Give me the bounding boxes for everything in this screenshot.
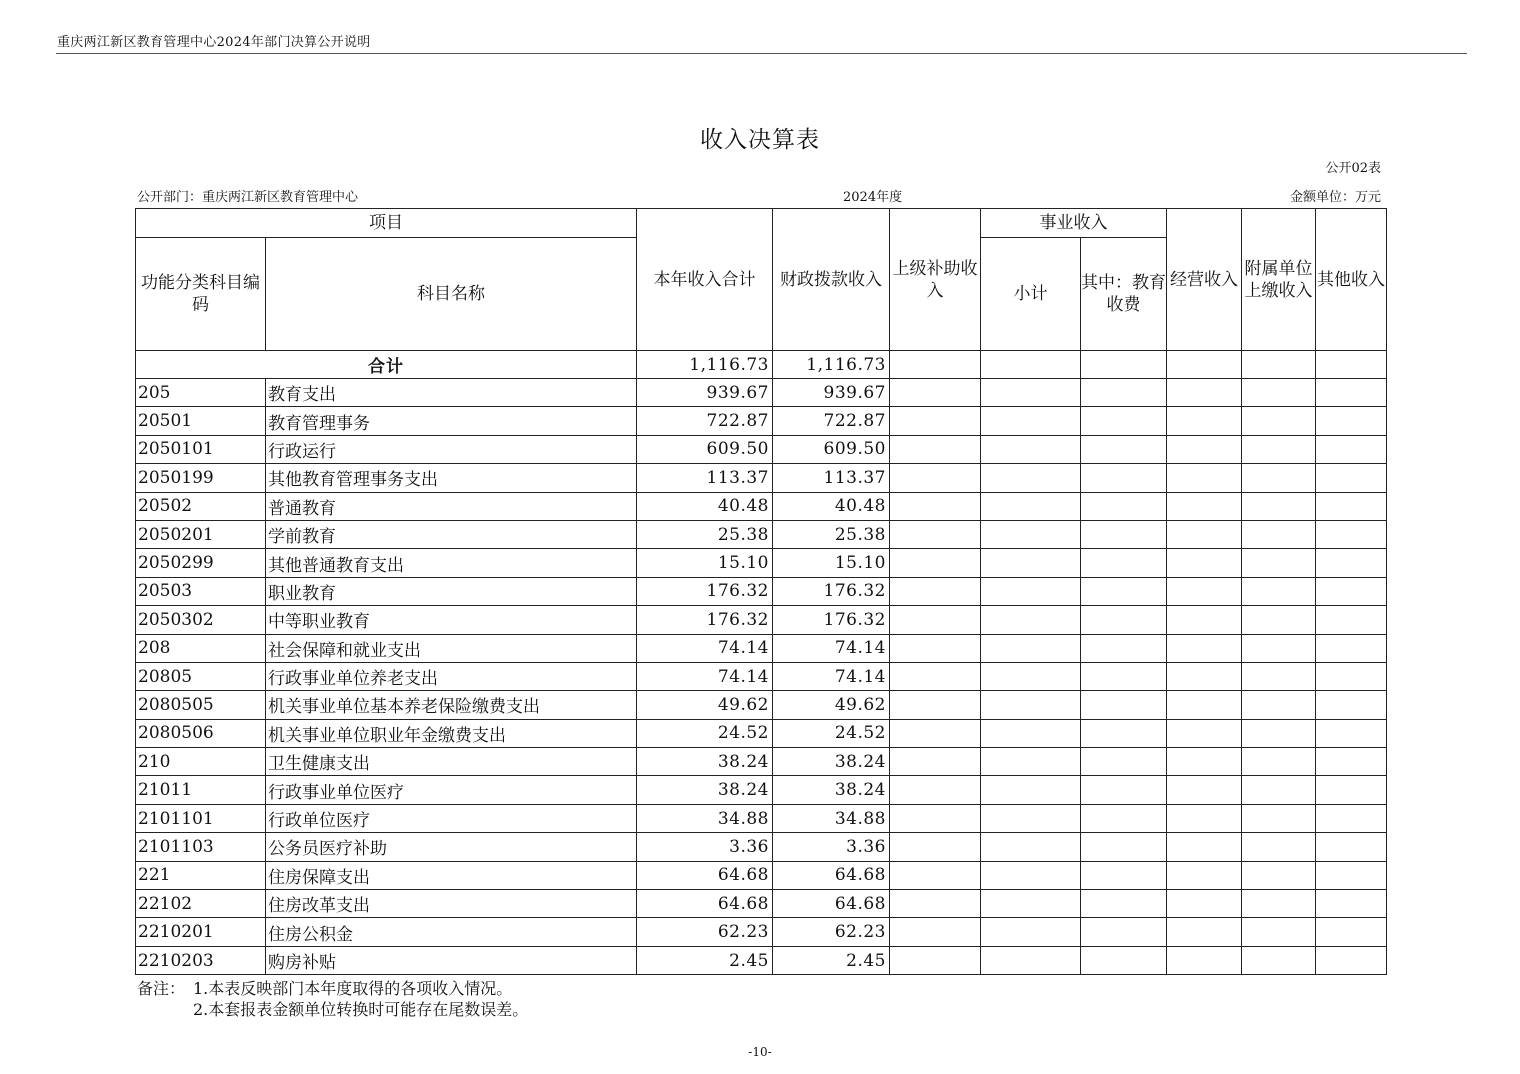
empty-cell [890,435,981,463]
empty-cell [1316,890,1387,918]
header-total-income: 本年收入合计 [637,209,773,351]
empty-cell [890,379,981,407]
empty-cell [1081,577,1167,605]
year-label: 2024年度 [843,190,903,205]
empty-cell [1242,520,1316,548]
empty-cell [890,606,981,634]
empty-cell [1316,748,1387,776]
empty-cell [981,918,1081,946]
header-operating-income: 经营收入 [1167,209,1242,351]
empty-cell [1242,804,1316,832]
empty-cell [981,662,1081,690]
subject-name: 其他教育管理事务支出 [266,464,637,492]
total-income-value: 64.68 [637,890,773,918]
table-row [136,549,1387,577]
department-label: 公开部门：重庆两江新区教育管理中心 [137,190,359,205]
empty-cell [1081,634,1167,662]
empty-cell [981,833,1081,861]
subject-code: 2080505 [136,691,266,719]
subject-code: 20805 [136,662,266,690]
unit-label: 金额单位：万元 [1289,190,1381,205]
total-income-value: 176.32 [637,577,773,605]
empty-cell [1167,719,1242,747]
total-income-value: 176.32 [637,606,773,634]
subject-name: 教育支出 [266,379,637,407]
empty-cell [1242,407,1316,435]
subject-name: 教育管理事务 [266,407,637,435]
total-income-value: 2.45 [637,946,773,974]
table-row [136,492,1387,520]
table-row [136,464,1387,492]
empty-cell [1242,606,1316,634]
empty-cell [1316,549,1387,577]
empty-cell [1081,833,1167,861]
table-row [136,379,1387,407]
empty-cell [981,890,1081,918]
empty-cell [1316,946,1387,974]
empty-cell [890,918,981,946]
subject-code: 2210203 [136,946,266,974]
empty-cell [890,719,981,747]
empty-cell [890,691,981,719]
table-row [136,804,1387,832]
empty-cell [981,577,1081,605]
total-income-value: 609.50 [637,435,773,463]
empty-cell [1316,379,1387,407]
total-income-value: 74.14 [637,634,773,662]
subject-name: 行政事业单位医疗 [266,776,637,804]
subject-code: 208 [136,634,266,662]
empty-cell [890,890,981,918]
empty-cell [1081,492,1167,520]
subject-code: 20502 [136,492,266,520]
empty-cell [981,719,1081,747]
empty-cell [890,748,981,776]
table-row [136,946,1387,974]
fiscal-allocation-value: 176.32 [773,606,890,634]
table-row [136,748,1387,776]
empty-cell [1081,719,1167,747]
empty-cell [1242,833,1316,861]
empty-cell [981,549,1081,577]
empty-cell [890,577,981,605]
table-row [136,634,1387,662]
table-row [136,861,1387,889]
total-income-value: 24.52 [637,719,773,747]
empty-cell [1242,379,1316,407]
fiscal-allocation-value: 38.24 [773,748,890,776]
subject-name: 行政事业单位养老支出 [266,662,637,690]
empty-cell [1167,634,1242,662]
total-income-value: 113.37 [637,464,773,492]
fiscal-allocation-value: 3.36 [773,833,890,861]
empty-cell [1167,435,1242,463]
empty-cell [890,833,981,861]
empty-cell [1316,691,1387,719]
empty-cell [981,464,1081,492]
subject-name: 机关事业单位基本养老保险缴费支出 [266,691,637,719]
fiscal-allocation-value: 38.24 [773,776,890,804]
total-income-value: 15.10 [637,549,773,577]
empty-cell [1242,748,1316,776]
empty-cell [1316,662,1387,690]
empty-cell [1167,606,1242,634]
document-header: 重庆两江新区教育管理中心2024年部门决算公开说明 [57,35,371,50]
subject-code: 2050201 [136,520,266,548]
header-superior-subsidy: 上级补助收入 [890,209,981,351]
fiscal-allocation-value: 74.14 [773,634,890,662]
empty-cell [1167,776,1242,804]
header-divider [56,53,1467,54]
subject-name: 中等职业教育 [266,606,637,634]
empty-cell [1316,634,1387,662]
empty-cell [890,662,981,690]
notes-label: 备注： [137,979,186,998]
total-income-value: 34.88 [637,804,773,832]
empty-cell [1167,691,1242,719]
empty-cell [981,946,1081,974]
subject-code: 2210201 [136,918,266,946]
empty-cell [981,691,1081,719]
table-row [136,662,1387,690]
subject-name: 职业教育 [266,577,637,605]
subject-code: 221 [136,861,266,889]
empty-cell [1316,577,1387,605]
empty-cell [890,520,981,548]
total-income-value: 25.38 [637,520,773,548]
empty-cell [981,407,1081,435]
empty-cell [1167,861,1242,889]
fiscal-allocation-value: 74.14 [773,662,890,690]
empty-cell [1081,606,1167,634]
subject-code: 21011 [136,776,266,804]
empty-cell [890,861,981,889]
empty-cell [1316,492,1387,520]
empty-cell [1316,435,1387,463]
empty-cell [981,492,1081,520]
empty-cell [1242,861,1316,889]
empty-cell [1081,890,1167,918]
header-subject-name: 科目名称 [266,238,637,351]
total-label: 合计 [136,351,637,379]
empty-cell [981,634,1081,662]
empty-cell [1081,804,1167,832]
fiscal-allocation-value: 609.50 [773,435,890,463]
fiscal-allocation-value: 176.32 [773,577,890,605]
table-row [136,577,1387,605]
empty-cell [1242,492,1316,520]
fiscal-allocation-value: 2.45 [773,946,890,974]
empty-cell [1242,577,1316,605]
empty-cell [1081,918,1167,946]
empty-cell [1081,946,1167,974]
empty-cell [1081,861,1167,889]
table-row [136,918,1387,946]
subject-code: 20501 [136,407,266,435]
header-fiscal-allocation: 财政拨款收入 [773,209,890,351]
subject-name: 社会保障和就业支出 [266,634,637,662]
income-table [135,208,1387,975]
header-business-income: 事业收入 [981,209,1167,238]
total-income-value: 939.67 [637,379,773,407]
fiscal-allocation-value: 24.52 [773,719,890,747]
fiscal-allocation-value: 722.87 [773,407,890,435]
fiscal-allocation-value: 25.38 [773,520,890,548]
empty-cell [1081,379,1167,407]
subject-code: 2050199 [136,464,266,492]
empty-cell [1242,464,1316,492]
empty-cell [1316,776,1387,804]
header-education-fee: 其中：教育收费 [1081,238,1167,351]
empty-cell [981,520,1081,548]
table-row [136,606,1387,634]
fiscal-allocation-value: 64.68 [773,861,890,889]
empty-cell [890,634,981,662]
fiscal-allocation-value: 939.67 [773,379,890,407]
empty-cell [890,407,981,435]
header-function-code: 功能分类科目编码 [136,238,266,351]
empty-cell [890,464,981,492]
empty-cell [1242,776,1316,804]
empty-cell [1316,918,1387,946]
empty-cell [1081,407,1167,435]
subject-name: 学前教育 [266,520,637,548]
empty-cell [981,776,1081,804]
empty-cell [1167,946,1242,974]
empty-cell [1167,748,1242,776]
page-number: -10- [748,1045,772,1059]
empty-cell [1167,520,1242,548]
subject-code: 2101103 [136,833,266,861]
table-row [136,833,1387,861]
empty-cell [890,492,981,520]
table-row [136,520,1387,548]
empty-cell [981,861,1081,889]
empty-cell [981,748,1081,776]
empty-cell [1081,662,1167,690]
empty-cell [1167,804,1242,832]
empty-cell [1167,492,1242,520]
empty-cell [890,549,981,577]
subject-code: 2050302 [136,606,266,634]
empty-cell [1316,719,1387,747]
total-income-value: 64.68 [637,861,773,889]
total-income-value: 722.87 [637,407,773,435]
empty-cell [890,776,981,804]
header-item: 项目 [136,209,637,238]
empty-cell [1081,464,1167,492]
empty-cell [981,606,1081,634]
fiscal-allocation-value: 40.48 [773,492,890,520]
empty-cell [1242,634,1316,662]
total-income-value: 40.48 [637,492,773,520]
subject-name: 行政运行 [266,435,637,463]
fiscal-allocation-value: 15.10 [773,549,890,577]
empty-cell [1081,520,1167,548]
empty-cell [1167,833,1242,861]
total-income-value: 3.36 [637,833,773,861]
header-subtotal: 小计 [981,238,1081,351]
empty-cell [890,946,981,974]
empty-cell [1167,662,1242,690]
fiscal-allocation-value: 62.23 [773,918,890,946]
total-income-value: 1,116.73 [637,351,773,379]
subject-code: 2080506 [136,719,266,747]
subject-name: 机关事业单位职业年金缴费支出 [266,719,637,747]
subject-name: 住房改革支出 [266,890,637,918]
total-row [136,351,1387,379]
total-income-value: 74.14 [637,662,773,690]
empty-cell [1167,577,1242,605]
table-row [136,435,1387,463]
subject-name: 住房公积金 [266,918,637,946]
table-row [136,776,1387,804]
empty-cell [1242,691,1316,719]
empty-cell [1167,407,1242,435]
empty-cell [1081,748,1167,776]
subject-name: 住房保障支出 [266,861,637,889]
empty-cell [981,804,1081,832]
empty-cell [1242,435,1316,463]
empty-cell [1242,662,1316,690]
empty-cell [1167,918,1242,946]
empty-cell [1316,464,1387,492]
subject-code: 2101101 [136,804,266,832]
empty-cell [1242,549,1316,577]
header-affiliated-income: 附属单位上缴收入 [1242,209,1316,351]
fiscal-allocation-value: 49.62 [773,691,890,719]
empty-cell [1167,890,1242,918]
subject-code: 205 [136,379,266,407]
subject-name: 普通教育 [266,492,637,520]
empty-cell [1316,606,1387,634]
empty-cell [890,804,981,832]
empty-cell [1242,890,1316,918]
note-2: 2.本套报表金额单位转换时可能存在尾数误差。 [193,1000,529,1019]
empty-cell [1242,918,1316,946]
subject-name: 行政单位医疗 [266,804,637,832]
empty-cell [981,435,1081,463]
table-code: 公开02表 [1325,161,1381,176]
table-title: 收入决算表 [700,127,820,153]
empty-cell [1242,719,1316,747]
total-income-value: 38.24 [637,776,773,804]
subject-name: 其他普通教育支出 [266,549,637,577]
subject-name: 购房补贴 [266,946,637,974]
subject-code: 210 [136,748,266,776]
fiscal-allocation-value: 113.37 [773,464,890,492]
total-income-value: 49.62 [637,691,773,719]
subject-name: 卫生健康支出 [266,748,637,776]
empty-cell [1167,464,1242,492]
empty-cell [1316,407,1387,435]
header-other-income: 其他收入 [1316,209,1387,351]
empty-cell [1316,861,1387,889]
fiscal-allocation-value: 64.68 [773,890,890,918]
empty-cell [1081,691,1167,719]
subject-code: 2050299 [136,549,266,577]
empty-cell [981,379,1081,407]
empty-cell [1081,776,1167,804]
empty-cell [1316,520,1387,548]
subject-code: 20503 [136,577,266,605]
fiscal-allocation-value: 34.88 [773,804,890,832]
subject-code: 22102 [136,890,266,918]
empty-cell [1167,549,1242,577]
empty-cell [1081,549,1167,577]
empty-cell [1242,946,1316,974]
empty-cell [1316,833,1387,861]
empty-cell [1167,379,1242,407]
total-income-value: 62.23 [637,918,773,946]
table-row [136,719,1387,747]
subject-code: 2050101 [136,435,266,463]
empty-cell [1316,804,1387,832]
subject-name: 公务员医疗补助 [266,833,637,861]
table-row [136,890,1387,918]
table-row [136,691,1387,719]
note-1: 1.本表反映部门本年度取得的各项收入情况。 [193,979,513,998]
empty-cell [1081,435,1167,463]
total-income-value: 38.24 [637,748,773,776]
total-fiscal-value: 1,116.73 [773,351,890,379]
table-row [136,407,1387,435]
